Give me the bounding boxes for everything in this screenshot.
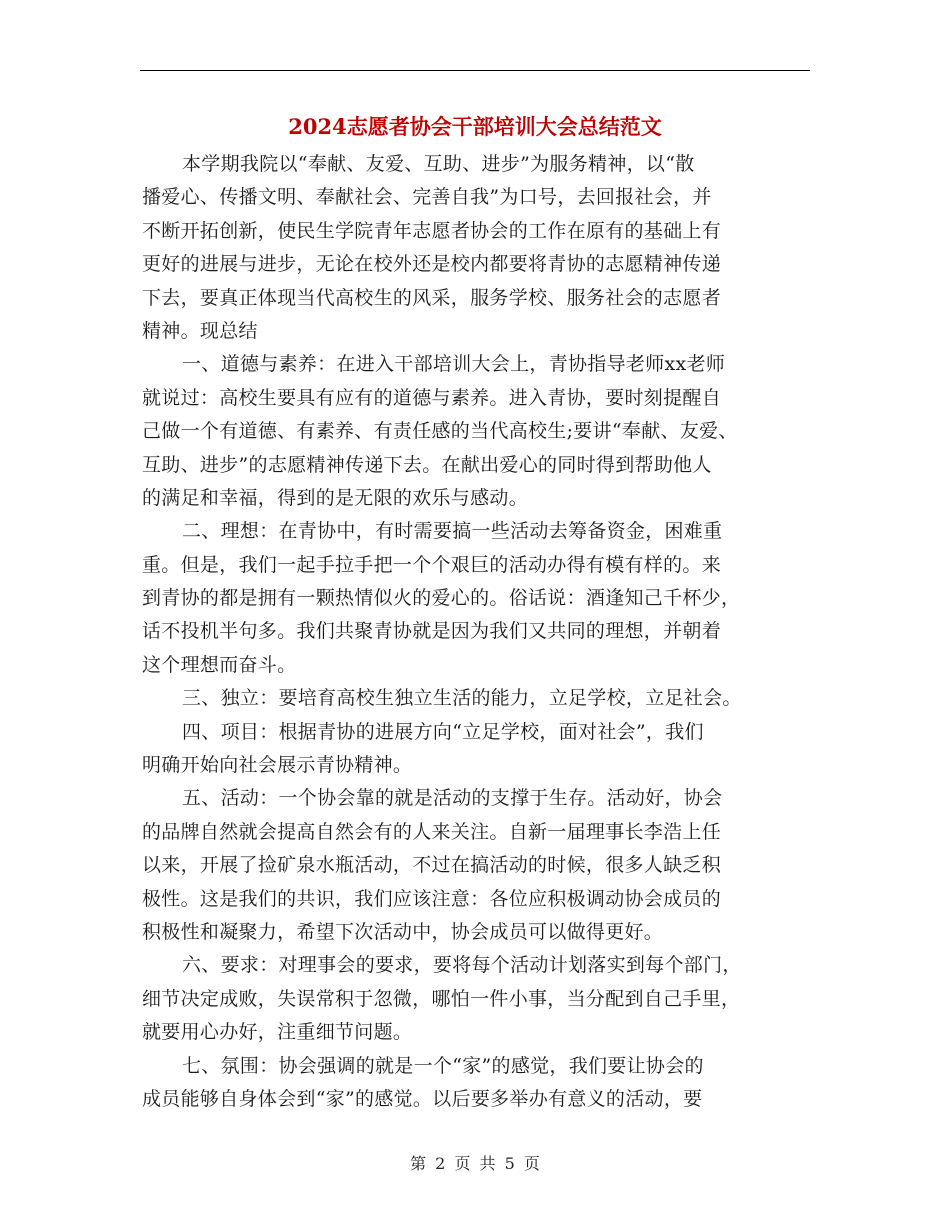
paragraph-line: 己做一个有道德、有素养、有责任感的当代高校生;要讲“奉献、友爱、 [142,420,738,443]
paragraph-line: 本学期我院以“奉献、友爱、互助、进步”为服务精神，以“散 [182,153,695,175]
paragraph-line: 不断开拓创新，使民生学院青年志愿者协会的工作在原有的基础上有 [142,219,722,242]
paragraph-line: 就要用心办好，注重细节问题。 [142,1021,413,1044]
paragraph-line: 四、项目：根据青协的进展方向“立足学校，面对社会”，我们 [182,720,704,743]
paragraph-line: 五、活动：一个协会靠的就是活动的支撑于生存。活动好，协会 [182,787,723,810]
paragraph-line: 七、氛围：协会强调的就是一个“家”的感觉，我们要让协会的 [182,1054,704,1077]
paragraph-line: 以来，开展了捡矿泉水瓶活动，不过在搞活动的时候，很多人缺乏积 [142,854,722,877]
paragraph-line: 重。但是，我们一起手拉手把一个个艰巨的活动办得有模有样的。来 [142,553,722,576]
paragraph-line: 二、理想：在青协中，有时需要搞一些活动去筹备资金，困难重 [182,520,723,543]
paragraph-line: 三、独立：要培育高校生独立生活的能力，立足学校，立足社会。 [182,687,742,710]
paragraph-line: 极性。这是我们的共识，我们应该注意：各位应积极调动协会成员的 [142,887,722,910]
paragraph-line: 的品牌自然就会提高自然会有的人来关注。自新一届理事长李浩上任 [142,820,722,843]
paragraph-line: 积极性和凝聚力，希望下次活动中，协会成员可以做得更好。 [142,920,664,943]
document-title: 2024志愿者协会干部培训大会总结范文 [288,114,662,139]
header-rule [140,70,810,71]
paragraph-line: 话不投机半句多。我们共聚青协就是因为我们又共同的理想，并朝着 [142,620,722,643]
page-number-footer: 第 2 页 共 5 页 [410,1154,540,1173]
document-body [142,148,818,1116]
paragraph-line: 播爱心、传播文明、奉献社会、完善自我”为口号，去回报社会，并 [142,186,712,209]
paragraph-line: 下去，要真正体现当代高校生的风采，服务学校、服务社会的志愿者 [142,286,722,309]
paragraph-line: 更好的进展与进步，无论在校外还是校内都要将青协的志愿精神传递 [142,253,722,276]
paragraph-line: 互助、进步”的志愿精神传递下去。在献出爱心的同时得到帮助他人 [142,453,712,476]
paragraph-line: 这个理想而奋斗。 [142,653,297,676]
paragraph-line: 明确开始向社会展示青协精神。 [142,754,413,777]
paragraph-line: 成员能够自身体会到“家”的感觉。以后要多举办有意义的活动，要 [142,1087,703,1110]
paragraph-line: 一、道德与素养：在进入干部培训大会上，青协指导老师xx老师 [182,353,726,376]
paragraph-line: 到青协的都是拥有一颗热情似火的爱心的。俗话说：酒逢知己千杯少， [142,587,741,610]
paragraph-line: 的满足和幸福，得到的是无限的欢乐与感动。 [142,486,529,509]
paragraph-line: 精神。现总结 [142,319,258,342]
paragraph-line: 六、要求：对理事会的要求，要将每个活动计划落实到每个部门， [182,954,742,977]
paragraph-line: 细节决定成败，失误常积于忽微，哪怕一件小事，当分配到自己手里， [142,987,741,1010]
paragraph-line: 就说过：高校生要具有应有的道德与素养。进入青协，要时刻提醒自 [142,386,722,409]
